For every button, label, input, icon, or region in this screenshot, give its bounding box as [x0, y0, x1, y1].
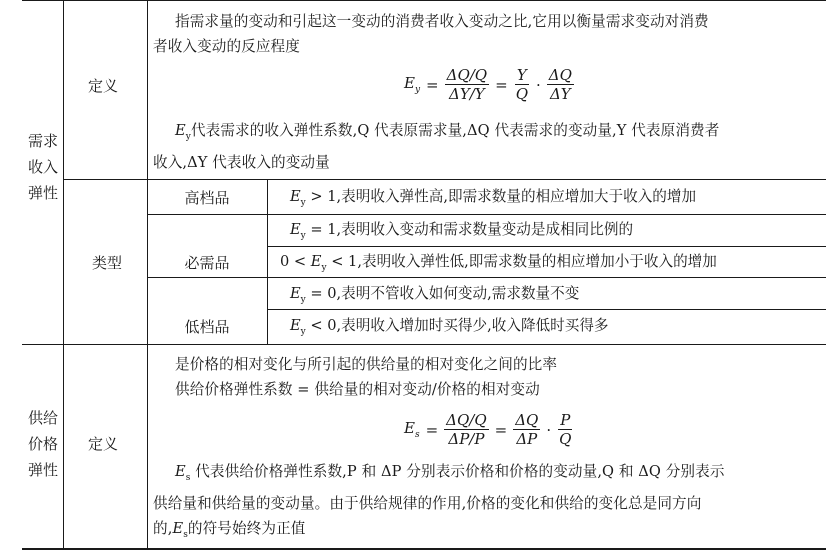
type-row-5-condition: $E_y < 0$,表明收入增加时买得少,收入降低时买得多 [290, 317, 609, 337]
col-divider-2 [147, 0, 148, 550]
type-col-divider [267, 180, 268, 344]
demand-definition-label: 定义 [88, 77, 119, 95]
type-row-5-good: 低档品 [184, 318, 230, 336]
row-divider-def-type [63, 179, 826, 180]
row-divider-sub-2 [267, 246, 826, 247]
type-row-3-good: 必需品 [184, 254, 230, 272]
supply-category-label: 供给 价格 弹性 [27, 409, 58, 479]
supply-definition-label: 定义 [88, 435, 119, 453]
type-row-4-condition: $E_y = 0$,表明不管收入如何变动,需求数量不变 [290, 285, 580, 305]
demand-definition-note: $E_y$代表需求的收入弹性系数,Q 代表原需求量,ΔQ 代表需求的变动量,Y 代表原消费者 收入,ΔY 代表收入的变动量 [153, 122, 720, 171]
row-divider-sub-1 [147, 214, 826, 215]
type-row-1-condition: $E_y > 1$,表明收入弹性高,即需求数量的相应增加大于收入的增加 [290, 188, 697, 208]
type-row-2-condition: $E_y = 1$,表明收入变动和需求数量变动是成相同比例的 [290, 221, 634, 241]
demand-definition-text: 指需求量的变动和引起这一变动的消费者收入变动之比,它用以衡量需求变动对消费 者收入变动的反应程度 [153, 13, 709, 55]
table-top-border [22, 0, 826, 1]
demand-types-label: 类型 [92, 254, 123, 272]
type-row-3-condition: $0 < E_y < 1$,表明收入弹性低,即需求数量的相应增加小于收入的增加 [280, 253, 717, 273]
demand-elasticity-formula: $E_y$ = $\frac{\Delta Q/Q}{\Delta Y/Y}$ = $\frac{Y}{Q}$ · $\frac{\Delta Q}{\Delta Y}$ [404, 66, 572, 103]
section-divider [22, 344, 826, 345]
supply-definition-note: $E_s$ 代表供给价格弹性系数,P 和 ΔP 分别表示价格和价格的变动量,Q 和 ΔQ 分别表示 供给量和供给量的变动量。由于供给规律的作用,价格的变化和供给的变化总是同方向 的$,E_s$的符号始终为正值 [153, 463, 725, 540]
type-row-1-good: 高档品 [184, 189, 230, 207]
demand-category-label: 需求 收入 弹性 [27, 132, 58, 202]
supply-definition-text: 是价格的相对变化与所引起的供给量的相对变化之间的比率 供给价格弹性系数 = 供给量的相对变动/价格的相对变动 [175, 356, 558, 398]
supply-elasticity-formula: $E_s$ = $\frac{\Delta Q/Q}{\Delta P/P}$ = $\frac{\Delta Q}{\Delta P}$ · $\frac{P}{Q}$ [404, 411, 572, 448]
